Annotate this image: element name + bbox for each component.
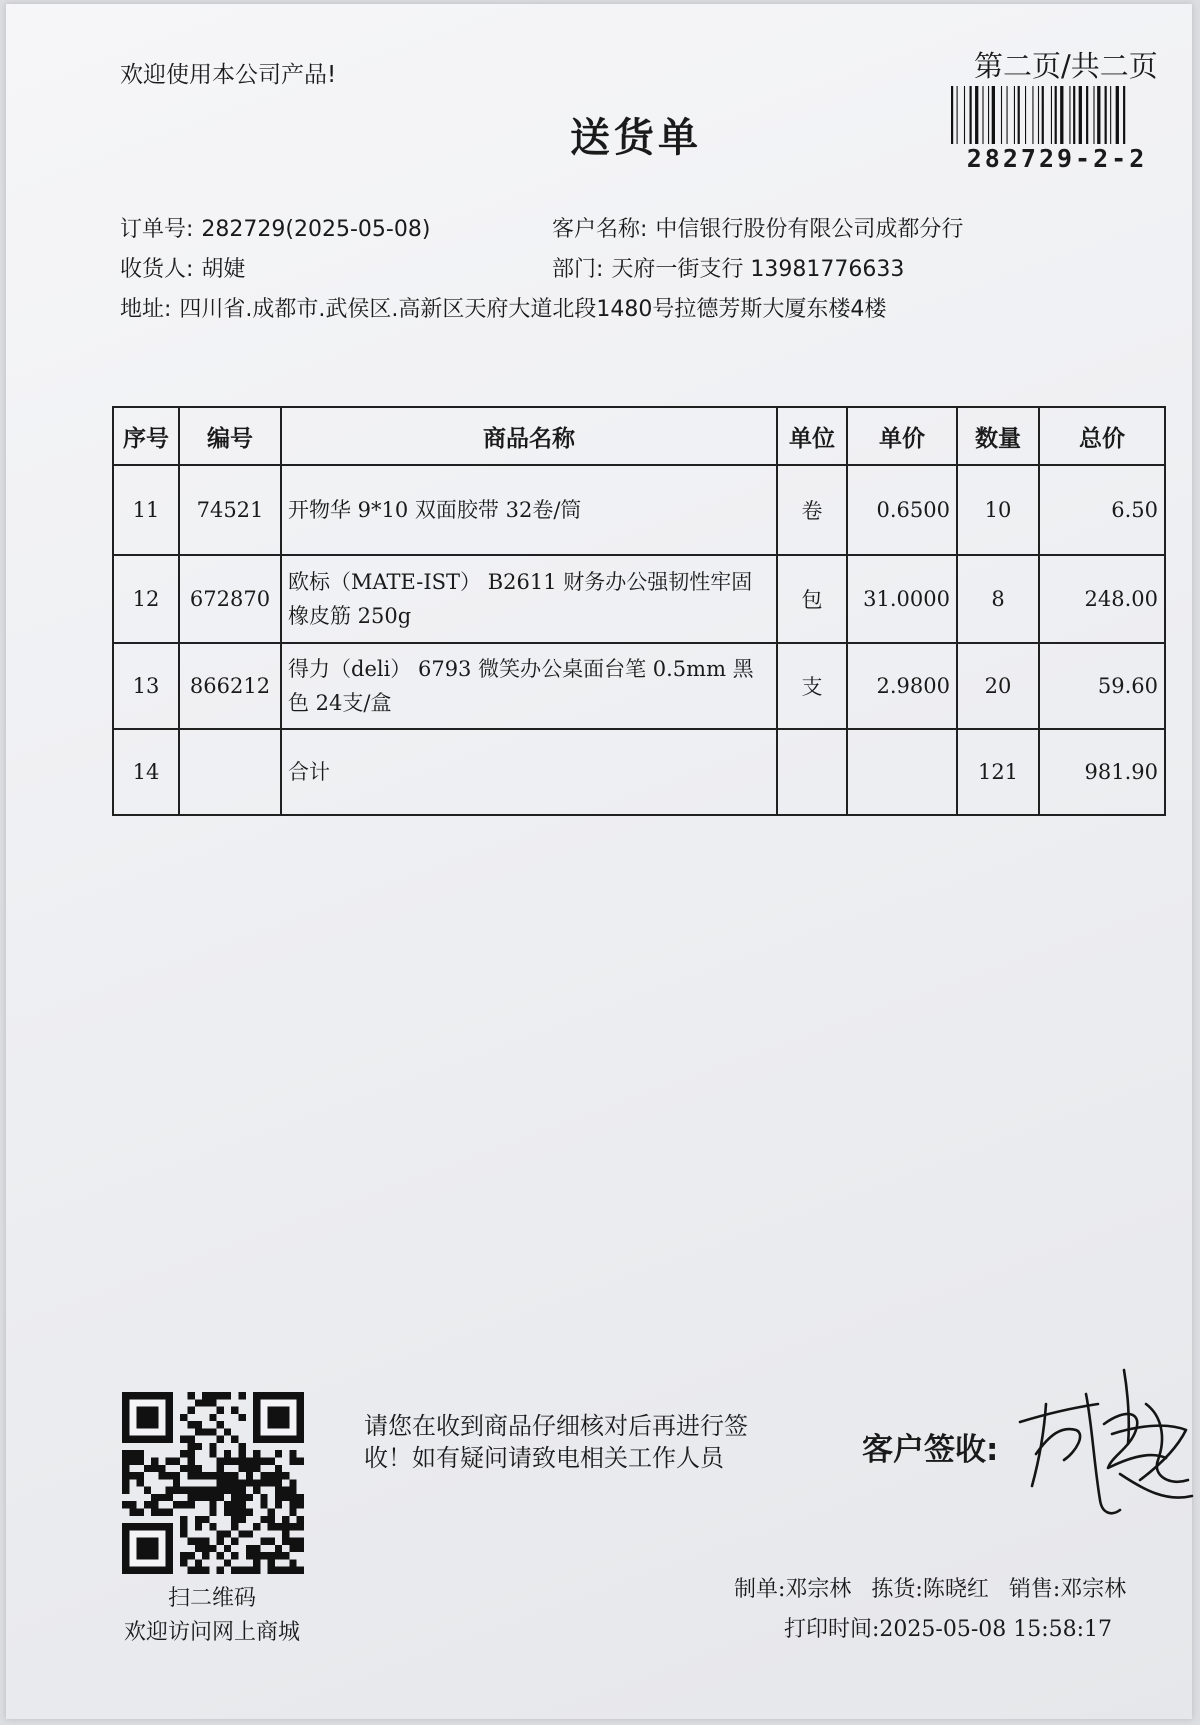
- table-row: [113, 643, 1165, 729]
- customer-name: [552, 212, 963, 243]
- department-value: 天府一街支行 13981776633: [611, 257, 905, 282]
- column-header-qty: 数量: [957, 407, 1039, 465]
- delivery-note-page: [6, 4, 1192, 1719]
- table-header-row: [113, 407, 1165, 465]
- column-header-code: 编号: [179, 407, 281, 465]
- sales: 销售:邓宗林: [1008, 1577, 1127, 1602]
- address-label: 地址:: [120, 297, 172, 322]
- address: [120, 292, 886, 323]
- cell-qty: 8: [957, 555, 1039, 643]
- cell-price: 31.0000: [847, 555, 957, 643]
- cell-seq: 14: [113, 729, 179, 815]
- cell-name: 欧标（MATE-IST） B2611 财务办公强韧性牢固橡皮筋 250g: [281, 555, 777, 643]
- customer-name-value: 中信银行股份有限公司成都分行: [655, 217, 964, 242]
- cell-unit: 支: [777, 643, 847, 729]
- cell-price: 2.9800: [847, 643, 957, 729]
- cell-qty: 20: [957, 643, 1039, 729]
- cell-unit: 包: [777, 555, 847, 643]
- cell-unit: 卷: [777, 465, 847, 555]
- column-header-unit: 单位: [777, 407, 847, 465]
- column-header-seq: 序号: [113, 407, 179, 465]
- cell-code: 74521: [179, 465, 281, 555]
- customer-name-label: 客户名称:: [552, 217, 648, 242]
- page-indicator: 第二页/共二页: [974, 49, 1158, 83]
- order-number-value: 282729(2025-05-08): [201, 217, 431, 242]
- cell-code: 866212: [179, 643, 281, 729]
- cell-name: 得力（deli） 6793 微笑办公桌面台笔 0.5mm 黑色 24支/盒: [281, 643, 777, 729]
- qr-caption: [102, 1582, 322, 1650]
- qr-caption-line2: 欢迎访问网上商城: [123, 1620, 300, 1645]
- column-header-price: 单价: [847, 407, 957, 465]
- receiver: [120, 252, 245, 283]
- department: [552, 252, 904, 283]
- cell-unit: [777, 729, 847, 815]
- welcome-text: 欢迎使用本公司产品!: [120, 62, 337, 88]
- barcode-number: 282729-2-2: [966, 144, 1148, 173]
- cell-qty: 121: [957, 729, 1039, 815]
- cell-total: 981.90: [1039, 729, 1165, 815]
- maker: 制单:邓宗林: [734, 1577, 852, 1602]
- cell-code: 672870: [179, 555, 281, 643]
- column-header-name: 商品名称: [281, 407, 777, 465]
- barcode-image: [950, 86, 1164, 144]
- cell-seq: 11: [113, 465, 179, 555]
- items-table: [112, 406, 1166, 816]
- department-label: 部门:: [552, 257, 604, 282]
- cell-total: 248.00: [1039, 555, 1165, 643]
- cell-total: 6.50: [1039, 465, 1165, 555]
- cell-price: 0.6500: [847, 465, 957, 555]
- staff-info: [734, 1572, 1126, 1603]
- order-number: [120, 212, 430, 243]
- cell-qty: 10: [957, 465, 1039, 555]
- table-row: [113, 555, 1165, 643]
- cell-total: 59.60: [1039, 643, 1165, 729]
- cell-seq: 12: [113, 555, 179, 643]
- receiver-label: 收货人:: [120, 257, 194, 282]
- address-value: 四川省.成都市.武侯区.高新区天府大道北段1480号拉德芳斯大厦东楼4楼: [179, 297, 887, 322]
- customer-sign-label: 客户签收:: [862, 1432, 999, 1468]
- table-total-row: [113, 729, 1165, 815]
- cell-name: 开物华 9*10 双面胶带 32卷/筒: [281, 465, 777, 555]
- cell-price: [847, 729, 957, 815]
- picker: 拣货:陈晓红: [871, 1577, 989, 1602]
- receiver-value: 胡婕: [201, 257, 246, 282]
- document-title: 送货单: [570, 115, 702, 161]
- table-row: [113, 465, 1165, 555]
- handwritten-signature: [1016, 1364, 1196, 1524]
- cell-name: 合计: [281, 729, 777, 815]
- inspection-notice: 请您在收到商品仔细核对后再进行签收！如有疑问请致电相关工作人员: [364, 1412, 748, 1472]
- cell-code: [179, 729, 281, 815]
- column-header-total: 总价: [1039, 407, 1165, 465]
- qr-caption-line1: 扫二维码: [167, 1586, 256, 1611]
- cell-seq: 13: [113, 643, 179, 729]
- print-time: 打印时间:2025-05-08 15:58:17: [784, 1617, 1113, 1642]
- order-number-label: 订单号:: [120, 217, 194, 242]
- qr-code-image[interactable]: [122, 1392, 304, 1574]
